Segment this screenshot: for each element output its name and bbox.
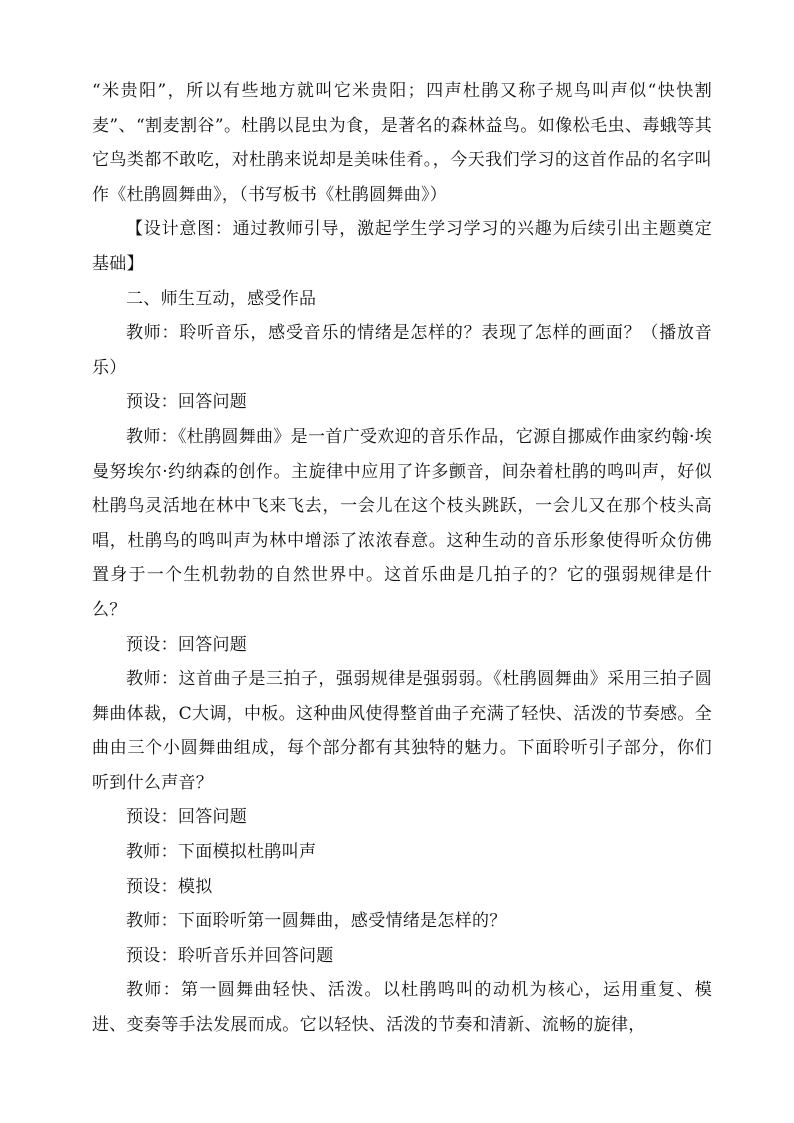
paragraph-design-intent: 【设计意图：通过教师引导，激起学生学习学习的兴趣为后续引出主题奠定基础】 (92, 219, 712, 274)
paragraph-teacher-meter: 教师：这首曲子是三拍子，强弱规律是强弱弱。《杜鹃圆舞曲》采用三拍子圆舞曲体裁，C大调，中板。这种曲风使得整首曲子充满了轻快、活泼的节奏感。全曲由三个小圆舞曲组成，每个部分都有其独特的魅力。下面聆听引子部分，你们听到什么声音？ (92, 669, 712, 793)
paragraph-teacher-listen: 教师：聆听音乐，感受音乐的情绪是怎样的？表现了怎样的画面？（播放音乐） (92, 323, 712, 378)
paragraph-preset-listen: 预设：聆听音乐并回答问题 (126, 945, 334, 966)
paragraph-teacher-imitate: 教师：下面模拟杜鹃叫声 (126, 842, 317, 863)
paragraph-preset-2: 预设：回答问题 (126, 634, 248, 655)
paragraph-teacher-intro-work: 教师：《杜鹃圆舞曲》是一首广受欢迎的音乐作品，它源自挪威作曲家约翰·埃曼努埃尔·约纳森的创作。主旋律中应用了许多颤音，间杂着杜鹃的鸣叫声，好似杜鹃鸟灵活地在林中飞来飞去，一会儿在这个枝头跳跃，一会儿又在那个枝头高唱，杜鹃鸟的鸣叫声为林中增添了浓浓春意。这种生动的音乐形象使得听众仿佛置身于一个生机勃勃的自然世界中。这首乐曲是几拍子的？它的强弱规律是什么？ (92, 426, 712, 620)
paragraph-preset-3: 预设：回答问题 (126, 807, 248, 828)
paragraph-teacher-first-waltz: 教师：下面聆听第一圆舞曲，感受情绪是怎样的？ (126, 911, 507, 932)
paragraph-preset-imitate: 预设：模拟 (126, 876, 213, 897)
paragraph-intro-continuation: “米贵阳”，所以有些地方就叫它米贵阳；四声杜鹃又称子规鸟叫声似“快快割麦”、“割麦割谷”。杜鹃以昆虫为食，是著名的森林益鸟。如像松毛虫、毒蛾等其它鸟类都不敢吃，对杜鹃来说却是美味佳肴。，今天我们学习的这首作品的名字叫作《杜鹃圆舞曲》，（书写板书《杜鹃圆舞曲》） (92, 81, 712, 205)
paragraph-teacher-first-waltz-analysis: 教师：第一圆舞曲轻快、活泼。以杜鹃鸣叫的动机为核心，运用重复、模进、变奏等手法发展而成。它以轻快、活泼的节奏和清新、流畅的旋律， (92, 980, 712, 1036)
paragraph-preset-1: 预设：回答问题 (126, 392, 248, 413)
section-heading-interaction: 二、师生互动，感受作品 (126, 288, 317, 309)
document-body (92, 74, 712, 1043)
